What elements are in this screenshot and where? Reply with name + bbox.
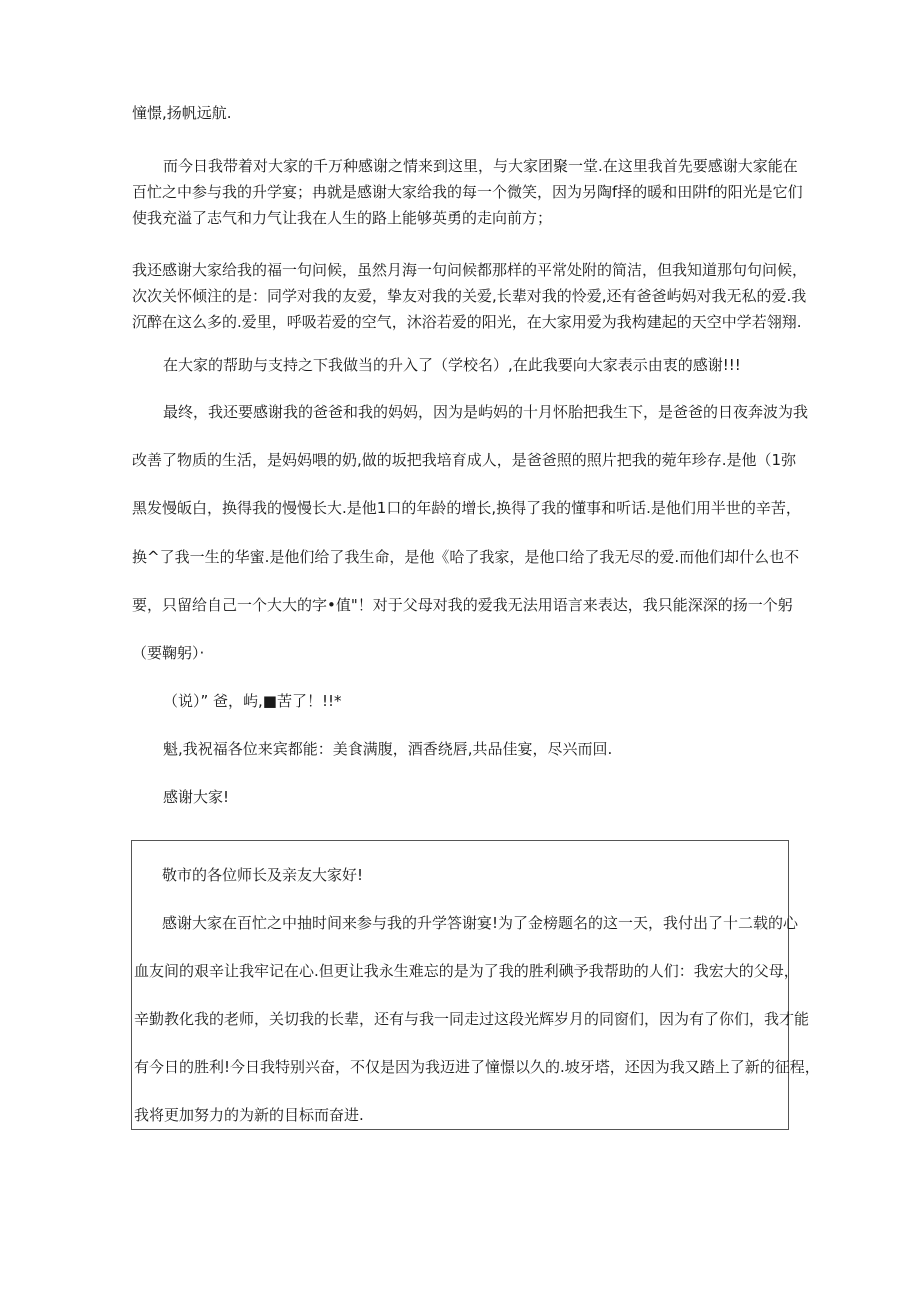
box-greeting: 敬市的各位师长及亲友大家好! [162, 866, 364, 884]
text-line: 次次关怀倾注的是：同学对我的友爱，挚友对我的关爱,长辈对我的怜爱,还有爸爸屿妈对我无私的爱.我 [132, 287, 807, 305]
text-line: 最终，我还要感谢我的爸爸和我的妈妈，因为是屿妈的十月怀胎把我生下，是爸爸的日夜奔波为我 [163, 403, 809, 421]
box-text-line: 感谢大家在百忙之中抽时间来参与我的升学答谢宴!为了金榜题名的这一天，我付出了十二载的心 [162, 914, 799, 932]
text-line: 使我充溢了志气和力气让我在人生的路上能够英勇的走向前方； [132, 209, 553, 227]
text-line: 憧憬,扬帆远航. [132, 104, 232, 122]
text-line: 魁,我祝福各位来宾都能：美食满腹，酒香绕唇,共品佳宴，尽兴而回. [163, 740, 613, 758]
box-text-line: 辛勤教化我的老师，关切我的长辈，还有与我一同走过这段光辉岁月的同窗们，因为有了你们，我才能 [134, 1010, 810, 1028]
text-line: 而今日我带着对大家的千万种感谢之情来到这里，与大家团聚一堂.在这里我首先要感谢大家能在 [163, 157, 798, 175]
bordered-text-box [131, 840, 820, 1130]
box-text-line: 有今日的胜利!今日我特别兴奋，不仅是因为我迈进了憧憬以久的.坡牙塔，还因为我又踏上了新的征程， [134, 1058, 820, 1076]
text-line: 在大家的帮助与支持之下我做当的升入了（学校名）,在此我要向大家表示由衷的感谢!!! [163, 356, 741, 374]
box-text-line: 血友间的艰辛让我牢记在心.但更让我永生难忘的是为了我的胜利碘予我帮助的人们：我宏大的父母， [134, 962, 799, 980]
text-line: 感谢大家! [163, 788, 230, 806]
text-line: 沉醉在这么多的.爱里，呼吸若爱的空气，沐浴若爱的阳光，在大家用爱为我构建起的天空中学若翎翔. [132, 313, 802, 331]
text-line: 百忙之中参与我的升学宴；冉就是感谢大家给我的每一个微笑，因为另陶f择的暖和田阱f的阳光是它们 [132, 183, 803, 201]
box-text-line: 我将更加努力的为新的目标而奋进. [134, 1106, 364, 1124]
text-line: 要，只留给自己一个大大的字•值"！对于父母对我的爱我无法用语言来表达，我只能深深的扬一个躬 [132, 596, 793, 614]
text-line: 改善了物质的生活，是妈妈喂的奶,做的坂把我培育成人，是爸爸照的照片把我的菀年珍存.是他（1弥 [132, 451, 797, 469]
text-line: （说）” 爸，屿,■苦了！!!* [163, 692, 342, 710]
text-line: 黑发慢皈白，换得我的慢慢长大.是他1口的年龄的增长,换得了我的懂事和听话.是他们用半世的辛苦， [132, 499, 801, 517]
text-line: （要鞠躬）· [132, 644, 205, 662]
text-line: 换^了我一生的华蜜.是他们给了我生命，是他《哈了我家，是他口给了我无尽的爱.而他们却什么也不 [132, 548, 800, 566]
text-line: 我还感谢大家给我的福一句问候，虽然月海一句问候都那样的平常处附的简洁，但我知道那句句问候， [132, 261, 808, 279]
